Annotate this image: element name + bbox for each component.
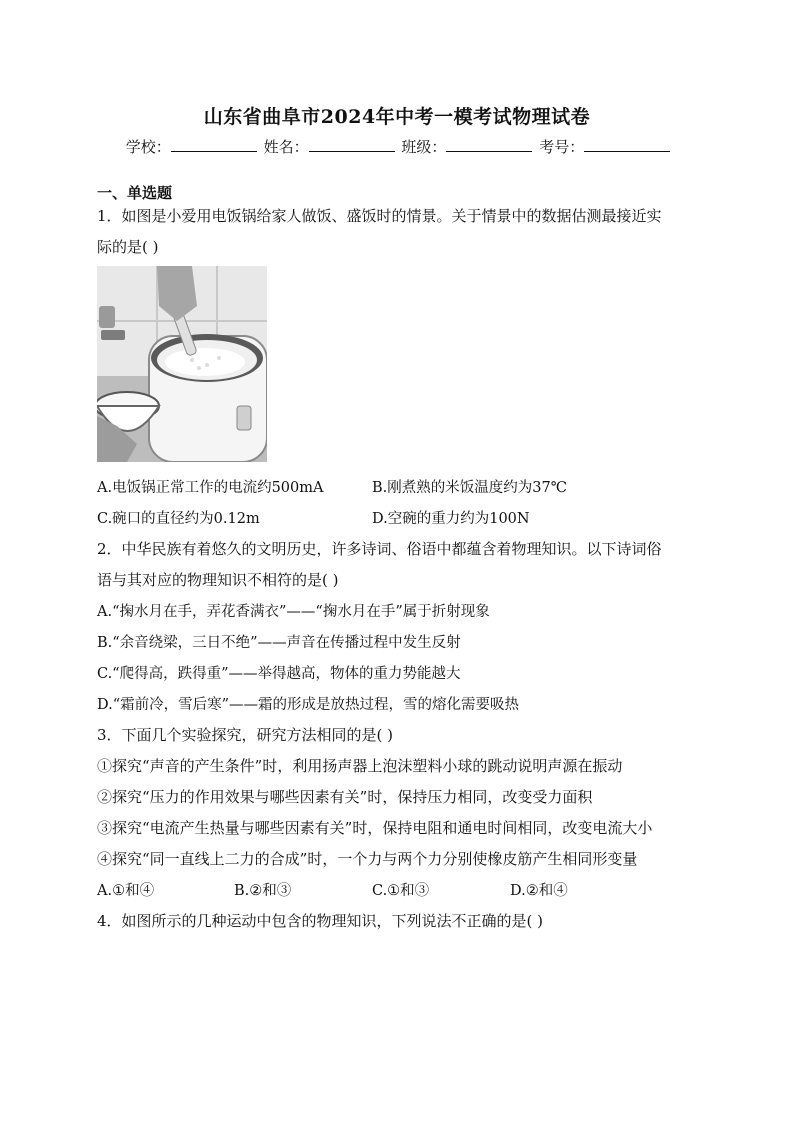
section-heading: 一、单选题 (97, 184, 173, 202)
q3-option-d[interactable]: D.②和④ (510, 883, 568, 899)
q3-option-a[interactable]: A.①和④ (97, 883, 155, 899)
q1-option-c[interactable]: C.碗口的直径约为0.12m (97, 511, 260, 527)
q1-option-d[interactable]: D.空碗的重力约为100N (372, 511, 530, 527)
q3-item-3: ③探究“电流产生热量与哪些因素有关”时，保持电阻和通电时间相同，改变电流大小 (97, 819, 653, 837)
q3-item-4: ④探究“同一直线上二力的合成”时，一个力与两个力分别使橡皮筋产生相同形变量 (97, 850, 638, 868)
q2-option-b[interactable]: B.“余音绕梁，三日不绝”——声音在传播过程中发生反射 (97, 635, 461, 651)
q2-stem-line1: 2．中华民族有着悠久的文明历史，许多诗词、俗语中都蕴含着物理知识。以下诗词俗 (97, 540, 662, 558)
school-blank[interactable] (171, 137, 257, 152)
q2-option-c[interactable]: C.“爬得高，跌得重”——举得越高，物体的重力势能越大 (97, 666, 461, 682)
class-blank[interactable] (446, 137, 532, 152)
q1-option-b[interactable]: B.刚煮熟的米饭温度约为37℃ (372, 480, 567, 496)
q1-stem-line1: 1．如图是小爱用电饭锅给家人做饭、盛饭时的情景。关于情景中的数据估测最接近实 (97, 207, 662, 225)
number-blank[interactable] (584, 137, 670, 152)
q3-item-1: ①探究“声音的产生条件”时，利用扬声器上泡沫塑料小球的跳动说明声源在振动 (97, 757, 623, 775)
page-title: 山东省曲阜市2024年中考一模考试物理试卷 (203, 106, 591, 128)
q3-stem-line1: 3．下面几个实验探究，研究方法相同的是( ) (97, 726, 394, 744)
class-label: 班级： (401, 138, 447, 156)
q1-stem-line2: 际的是( ) (97, 238, 159, 256)
q4-stem-line1: 4．如图所示的几种运动中包含的物理知识，下列说法不正确的是( ) (97, 912, 544, 930)
rice-cooker-photo (97, 266, 267, 462)
number-label: 考号： (539, 138, 585, 156)
q3-option-c[interactable]: C.①和③ (372, 883, 430, 899)
q3-option-b[interactable]: B.②和③ (234, 883, 292, 899)
name-label: 姓名： (263, 138, 309, 156)
rice-cooker-illustration (97, 266, 267, 462)
q3-item-2: ②探究“压力的作用效果与哪些因素有关”时，保持压力相同，改变受力面积 (97, 788, 593, 806)
q1-option-a[interactable]: A.电饭锅正常工作的电流约500mA (97, 480, 324, 496)
school-label: 学校： (125, 138, 171, 156)
q2-option-d[interactable]: D.“霜前冷，雪后寒”——霜的形成是放热过程，雪的熔化需要吸热 (97, 697, 520, 713)
name-blank[interactable] (309, 137, 395, 152)
student-info-row (0, 136, 794, 157)
q2-option-a[interactable]: A.“掬水月在手，弄花香满衣”——“掬水月在手”属于折射现象 (97, 604, 490, 620)
q2-stem-line2: 语与其对应的物理知识不相符的是( ) (97, 571, 339, 589)
